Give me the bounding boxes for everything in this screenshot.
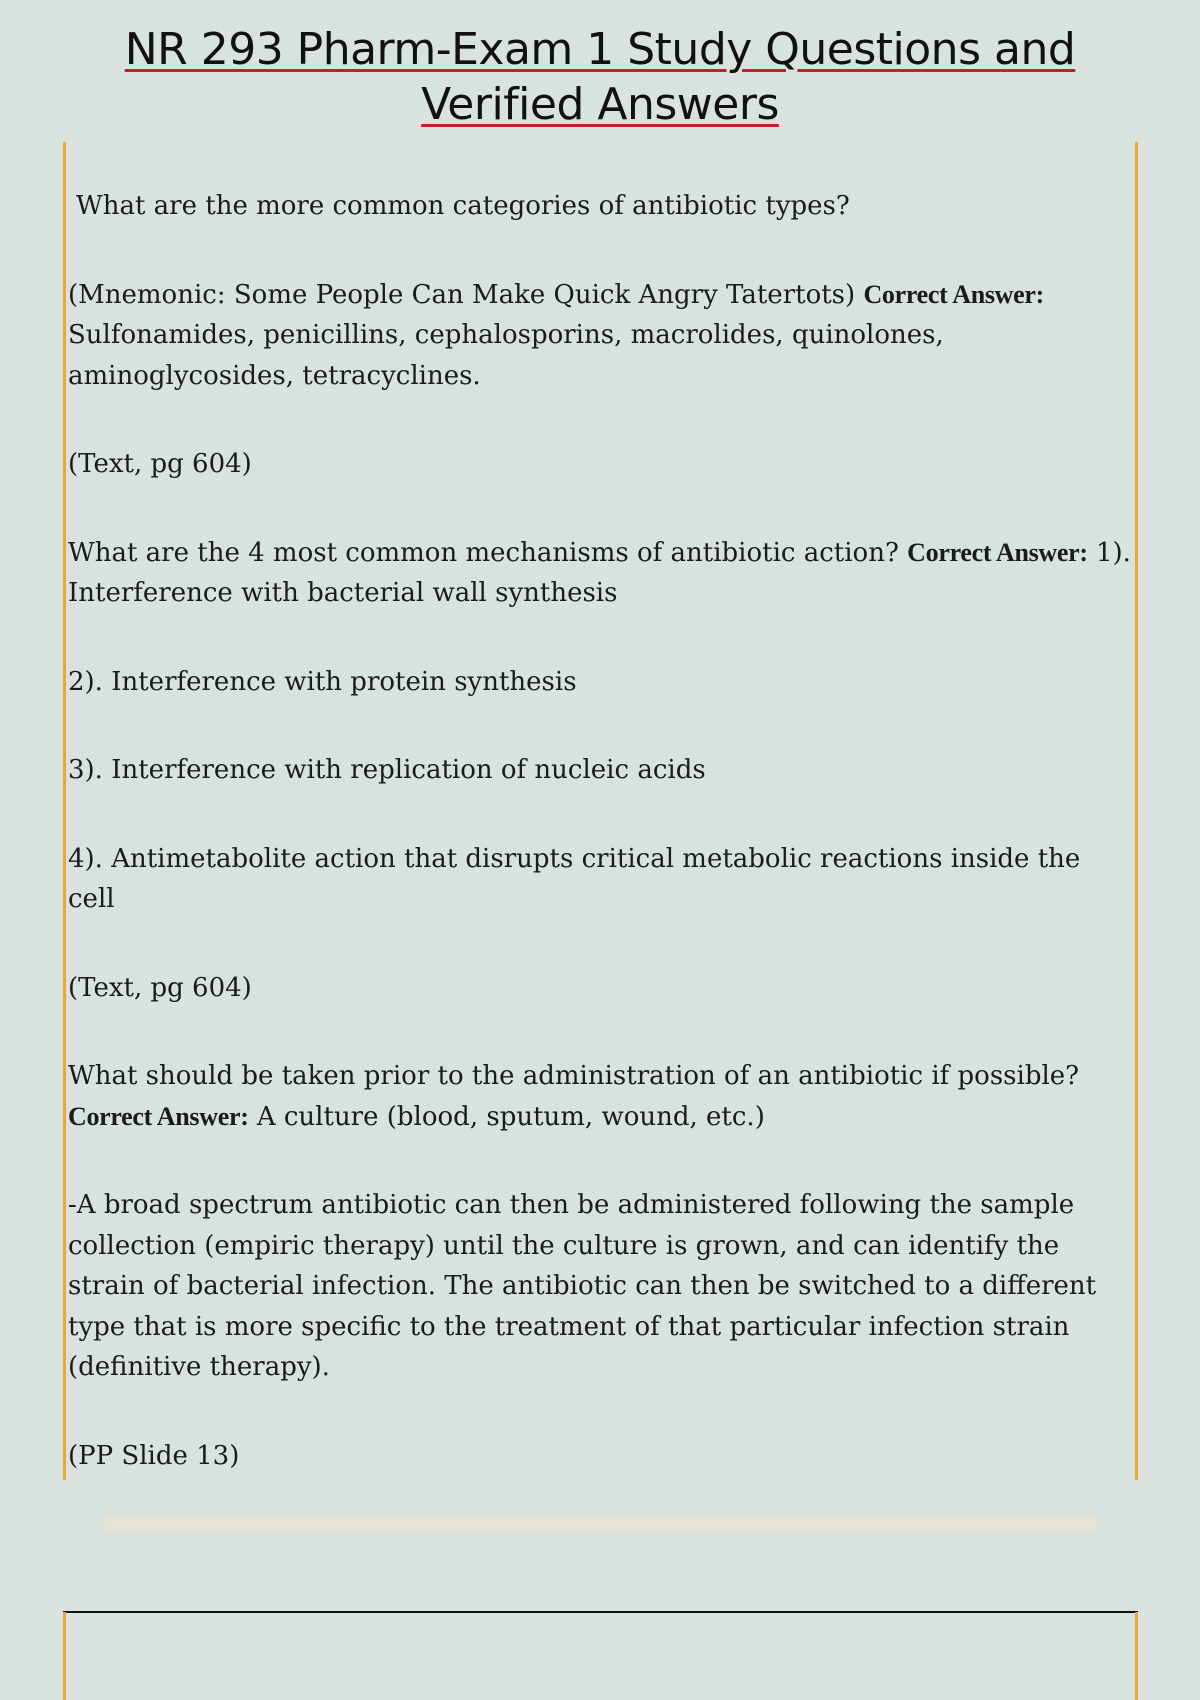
frame-right-border <box>1135 142 1138 1480</box>
answer-2-item-3: 3). Interference with replication of nucleic acids <box>68 755 706 785</box>
frame-left-border <box>63 142 66 1480</box>
correct-answer-label: Correct Answer: <box>68 1101 249 1131</box>
qa-content <box>68 186 1132 1524</box>
answer-3-note: -A broad spectrum antibiotic can then be administered following the sample collection (empiric therapy) until the culture is grown, and can identify the strain of bacterial infection. The antibiotic can then be switched to a different type that is more specific to the treatment of that particular infection strain (definitive therapy). <box>68 1190 1097 1382</box>
answer-3-text: A culture (blood, sputum, wound, etc.) <box>256 1101 765 1132</box>
document-title <box>0 22 1200 132</box>
next-box-left-border <box>63 1612 66 1700</box>
answer-1 <box>68 275 1132 397</box>
answer-2-item-1: 1). Interference with bacterial wall synthesis <box>68 537 1131 608</box>
answer-2-item-2: 2). Interference with protein synthesis <box>68 666 577 697</box>
question-3 <box>68 1056 1132 1137</box>
source-3: (PP Slide 13) <box>68 1440 240 1471</box>
next-box-right-border <box>1135 1612 1138 1700</box>
source-2: (Text, pg 604) <box>68 972 252 1003</box>
correct-answer-label: Correct Answer: <box>907 537 1088 567</box>
question-1: What are the more common categories of antibiotic types? <box>76 191 850 221</box>
next-box-top-border <box>63 1611 1138 1613</box>
correct-answer-label: Correct Answer: <box>863 279 1044 309</box>
title-line-2: Verified Answers <box>421 79 779 130</box>
source-1: (Text, pg 604) <box>68 449 252 479</box>
question-3-text: What should be taken prior to the administration of an antibiotic if possible? <box>68 1061 1080 1091</box>
question-2 <box>68 533 1132 614</box>
answer-1-text: Sulfonamides, penicillins, cephalosporins, macrolides, quinolones, aminoglycosides, tetracyclines. <box>68 320 944 391</box>
page-divider-strip <box>105 1516 1097 1534</box>
mnemonic-1: (Mnemonic: Some People Can Make Quick Angry Tatertots) <box>68 279 856 310</box>
title-line-1: NR 293 Pharm-Exam 1 Study Questions and <box>124 24 1076 75</box>
question-2-text: What are the 4 most common mechanisms of antibiotic action? <box>68 537 899 568</box>
answer-2-item-4: 4). Antimetabolite action that disrupts critical metabolic reactions inside the cell <box>68 843 1081 914</box>
